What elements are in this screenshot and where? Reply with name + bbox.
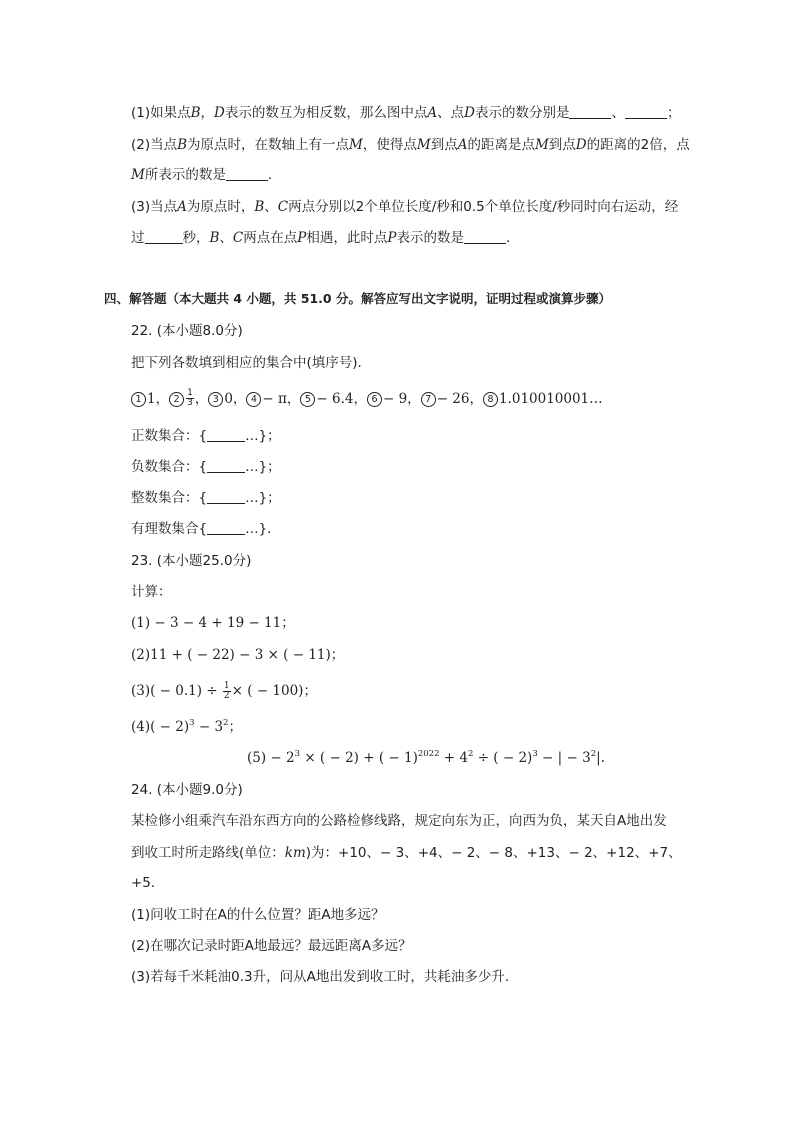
q24-text-line3: +5． (131, 875, 165, 891)
expression-3: (3)( − 0.1) ÷ $\frac{1}{2}$ × ( − 100)； (131, 681, 317, 701)
circled-number-icon: 2 (169, 392, 184, 407)
var-a: A (457, 137, 468, 153)
var-d: D (464, 105, 475, 121)
circled-number-icon: 6 (367, 392, 382, 407)
var-d: D (214, 105, 225, 121)
var-b: B (254, 199, 265, 215)
expression-1: (1) − 3 − 4 + 19 − 11； (131, 615, 295, 631)
var-c: C (232, 230, 244, 246)
q24-sub3: (3)若每千米耗油0.3升，问从A地出发到收工时，共耗油多少升． (131, 969, 519, 985)
number-item: 2 $\frac{1}{3}$ ， (169, 391, 208, 407)
answer-blank[interactable] (207, 520, 245, 535)
circled-number-icon: 3 (208, 392, 223, 407)
answer-blank[interactable] (226, 166, 268, 181)
set-negative: 负数集合：{ …}； (131, 459, 281, 475)
circled-number-icon: 5 (300, 392, 315, 407)
answer-blank[interactable] (207, 427, 245, 442)
var-b: B (209, 230, 220, 246)
number-list (131, 389, 603, 408)
var-b: B (177, 137, 188, 153)
section-heading: 四、解答题（本大题共 4 小题，共 51.0 分。解答应写出文字说明，证明过程或演算步骤） (104, 291, 611, 306)
var-a: A (177, 199, 187, 215)
fraction: $\frac{1}{3}$ (187, 388, 193, 408)
q24-text-line2: 到收工时所走路线(单位：km)为：+10、− 3、+4、− 2、− 8、+13、− 2、+12、+7、 (131, 845, 682, 861)
var-m: M (349, 137, 363, 153)
circled-number-icon: 4 (246, 392, 261, 407)
question-prompt: 把下列各数填到相应的集合中(填序号)． (131, 355, 372, 371)
answer-blank[interactable] (569, 104, 611, 119)
q21-part2-cont: M所表示的数是 ． (131, 167, 282, 183)
number-item: 4 − π， (246, 391, 300, 407)
var-p: P (297, 230, 307, 246)
var-d: D (575, 137, 587, 153)
var-m: M (131, 167, 145, 183)
number-item: 7 − 26， (421, 391, 483, 407)
set-rational: 有理数集合{ …}． (131, 521, 281, 537)
q24-sub1: (1)问收工时在A的什么位置？距A地多远？ (131, 907, 385, 923)
q21-part1: (1)如果点B，D表示的数互为相反数，那么图中点A、点D表示的数分别是 、 ； (131, 105, 681, 121)
set-integer: 整数集合：{ …}； (131, 490, 281, 506)
expression-2: (2)11 + ( − 22) − 3 × ( − 11)； (131, 647, 345, 663)
unit-km: km (284, 845, 306, 861)
q24-text-line1: 某检修小组乘汽车沿东西方向的公路检修线路，规定向东为正，向西为负，某天自A地出发 (131, 813, 667, 829)
fraction: $\frac{1}{2}$ (223, 681, 230, 701)
q21-part2: (2)当点B为原点时，在数轴上有一点M，使得点M到点A的距离是点M到点D的距离的2倍，点 (131, 137, 690, 153)
circled-number-icon: 1 (131, 392, 146, 407)
q21-part3: (3)当点A为原点时，B、C两点分别以2个单位长度/秒和0.5个单位长度/秒同时向右运动，经 (131, 199, 679, 215)
answer-blank[interactable] (145, 229, 183, 244)
var-p: P (387, 230, 397, 246)
expression-4: $(4)( - 2)^3 - 3^2$； (131, 718, 242, 735)
number-item: 6 − 9， (367, 391, 421, 407)
question-header: 23. (本小题25.0分) (131, 553, 252, 569)
var-m: M (534, 137, 549, 153)
question-header: 24. (本小题9.0分) (131, 782, 243, 798)
q24-sub2: (2)在哪次记录时距A地最远？最远距离A多远？ (131, 938, 412, 954)
answer-blank[interactable] (207, 458, 245, 473)
answer-blank[interactable] (625, 104, 667, 119)
circled-number-icon: 7 (421, 392, 436, 407)
number-item: 3 0， (208, 391, 246, 407)
var-a: A (427, 105, 438, 121)
var-b: B (190, 105, 201, 121)
answer-blank[interactable] (207, 489, 245, 504)
number-item: 1 1， (131, 391, 169, 407)
set-positive: 正数集合：{ …}； (131, 428, 281, 444)
question-prompt: 计算： (131, 584, 172, 600)
number-item: 8 1.010010001… (483, 391, 603, 407)
number-item: 5 − 6.4， (300, 391, 367, 407)
answer-blank[interactable] (464, 229, 506, 244)
circled-number-icon: 8 (483, 392, 498, 407)
q21-part3-cont: 过 秒，B、C两点在点P相遇，此时点P表示的数是 ． (131, 230, 520, 246)
question-header: 22. (本小题8.0分) (131, 323, 243, 339)
var-m: M (416, 137, 431, 153)
expression-5: $(5) - 2^3$ × ( − 2) + ( − $1)^{2022} + 4^2$ ÷ ( − 2)$^3$ − | − $3^2|$. (247, 749, 605, 766)
var-c: C (277, 199, 289, 215)
